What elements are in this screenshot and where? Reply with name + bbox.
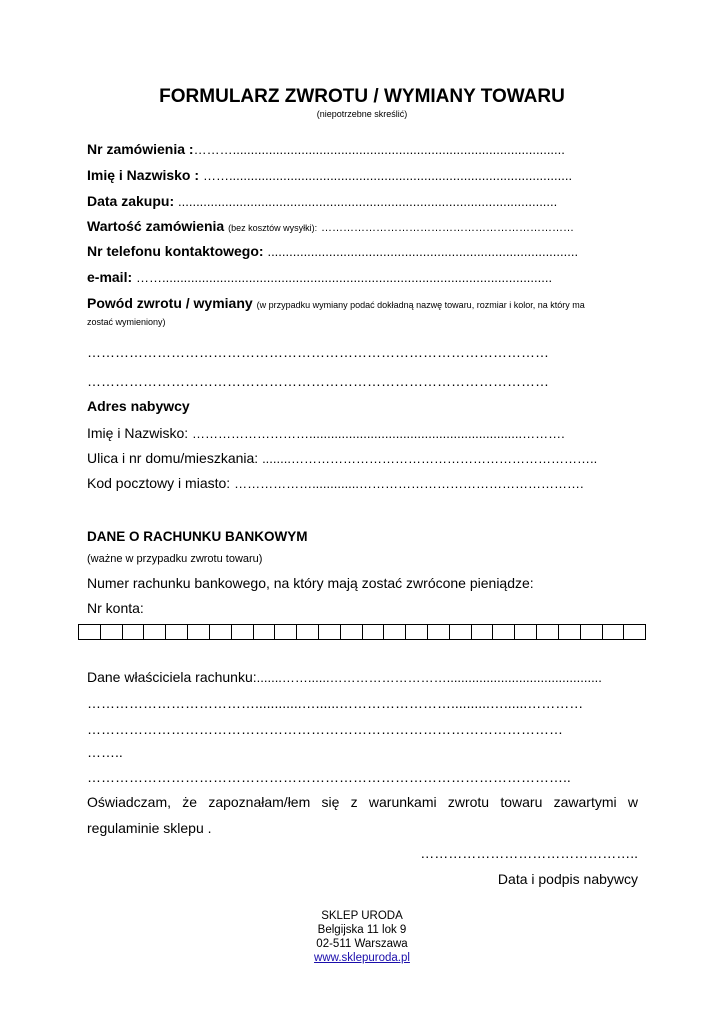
address-postal-field[interactable]: [87, 475, 639, 491]
account-digit-cell[interactable]: [254, 625, 276, 639]
bank-note: (ważne w przypadku zwrotu towaru): [87, 553, 263, 565]
account-digit-cell[interactable]: [472, 625, 494, 639]
footer-street: Belgijska 11 lok 9: [317, 924, 407, 936]
name-label: Imię i Nazwisko :: [87, 167, 200, 183]
address-name-dots: ………………………...........................................................……….: [192, 426, 565, 441]
account-digit-cell[interactable]: [275, 625, 297, 639]
account-digit-cell[interactable]: [232, 625, 254, 639]
declaration-line-1: Oświadczam, że zapoznałam/łem się z warunkami zwrotu towaru zawartymi w: [87, 794, 638, 810]
footer-website-row: [0, 951, 724, 965]
form-subtitle: (niepotrzebne skreślić): [316, 109, 408, 119]
account-digit-cell[interactable]: [123, 625, 145, 639]
address-postal-dots: ……………….............…………………………………………….: [234, 476, 584, 491]
account-digit-cell[interactable]: [624, 625, 645, 639]
address-street-label: Ulica i nr domu/mieszkania:: [87, 450, 259, 466]
order-value-dots: ……………………………………………………………: [320, 222, 574, 234]
account-digit-cell[interactable]: [144, 625, 166, 639]
owner-label: Dane właściciela rachunku:: [87, 669, 257, 685]
purchase-date-dots: .........................................................................................................: [178, 194, 558, 209]
purchase-date-field[interactable]: [87, 193, 639, 209]
reason-line-1[interactable]: ………………………………………………………………………………………: [87, 344, 549, 360]
account-digit-cell[interactable]: [79, 625, 101, 639]
reason-note-continued: zostać wymieniony): [87, 317, 166, 327]
account-digit-cell[interactable]: [450, 625, 472, 639]
footer-shop-name: SKLEP URODA: [321, 910, 403, 922]
owner-line-4[interactable]: …………………………………………………………………………………………..: [87, 769, 571, 785]
email-dots: ……............................................................................................................: [136, 270, 553, 285]
address-street-dots: ........……………………………………………………………..: [262, 451, 598, 466]
phone-label: Nr telefonu kontaktowego:: [87, 243, 264, 259]
account-digit-cell[interactable]: [493, 625, 515, 639]
bank-intro: Numer rachunku bankowego, na który mają zostać zwrócone pieniądze:: [87, 575, 534, 591]
account-digit-cell[interactable]: [188, 625, 210, 639]
account-digit-cell[interactable]: [101, 625, 123, 639]
reason-line-2[interactable]: ………………………………………………………………………………………: [87, 373, 549, 389]
account-digit-cell[interactable]: [515, 625, 537, 639]
account-digit-cell[interactable]: [428, 625, 450, 639]
phone-field[interactable]: [87, 243, 639, 259]
address-heading: Adres nabywcy: [87, 398, 190, 414]
address-postal-label: Kod pocztowy i miasto:: [87, 475, 231, 491]
account-digit-cell[interactable]: [166, 625, 188, 639]
account-digit-cell[interactable]: [581, 625, 603, 639]
account-digit-cell[interactable]: [341, 625, 363, 639]
email-label: e-mail:: [87, 269, 133, 285]
account-digit-cell[interactable]: [384, 625, 406, 639]
reason-field: [87, 295, 639, 311]
footer-city: 02-511 Warszawa: [316, 938, 408, 950]
account-digit-cell[interactable]: [559, 625, 581, 639]
owner-field[interactable]: [87, 669, 639, 685]
account-digit-cell[interactable]: [406, 625, 428, 639]
order-value-label: Wartość zamówienia: [87, 218, 225, 234]
account-digit-cell[interactable]: [319, 625, 341, 639]
reason-label: Powód zwrotu / wymiany: [87, 295, 253, 311]
form-title: FORMULARZ ZWROTU / WYMIANY TOWARU: [159, 86, 565, 107]
reason-note: (w przypadku wymiany podać dokładną nazwę towaru, rozmiar i kolor, na który ma: [256, 300, 585, 310]
order-value-note: (bez kosztów wysyłki):: [228, 223, 318, 233]
address-street-field[interactable]: [87, 450, 639, 466]
phone-dots: ......................................................................................: [267, 244, 579, 259]
bank-heading: DANE O RACHUNKU BANKOWYM: [87, 529, 308, 544]
signature-dots[interactable]: ………………………………………..: [420, 845, 638, 861]
account-label: Nr konta:: [87, 600, 144, 616]
account-digit-cell[interactable]: [537, 625, 559, 639]
order-number-dots: ………............................................................................................: [193, 142, 565, 157]
signature-label: Data i podpis nabywcy: [497, 871, 638, 887]
account-number-grid[interactable]: [78, 624, 646, 640]
purchase-date-label: Data zakupu:: [87, 193, 175, 209]
owner-line-2[interactable]: …………………………………………………………………………………………: [87, 721, 563, 737]
account-digit-cell[interactable]: [210, 625, 232, 639]
name-dots: ……...............................................................................................: [202, 168, 573, 183]
owner-line-3[interactable]: ……..: [87, 744, 123, 760]
name-field[interactable]: [87, 167, 639, 183]
address-name-field[interactable]: [87, 425, 639, 441]
account-digit-cell[interactable]: [297, 625, 319, 639]
order-value-field[interactable]: [87, 218, 639, 234]
footer-website-link[interactable]: www.sklepuroda.pl: [314, 952, 410, 964]
account-digit-cell[interactable]: [363, 625, 385, 639]
order-number-field[interactable]: [87, 141, 639, 157]
owner-dots: .......……......………………………...........................................: [256, 670, 602, 685]
declaration-line-2: regulaminie sklepu .: [87, 820, 212, 836]
owner-line-1[interactable]: ………………………………............…......……………………..........…......…………: [87, 695, 584, 711]
email-field[interactable]: [87, 269, 639, 285]
address-name-label: Imię i Nazwisko:: [87, 425, 189, 441]
order-number-label: Nr zamówienia :: [87, 141, 194, 157]
account-digit-cell[interactable]: [603, 625, 625, 639]
